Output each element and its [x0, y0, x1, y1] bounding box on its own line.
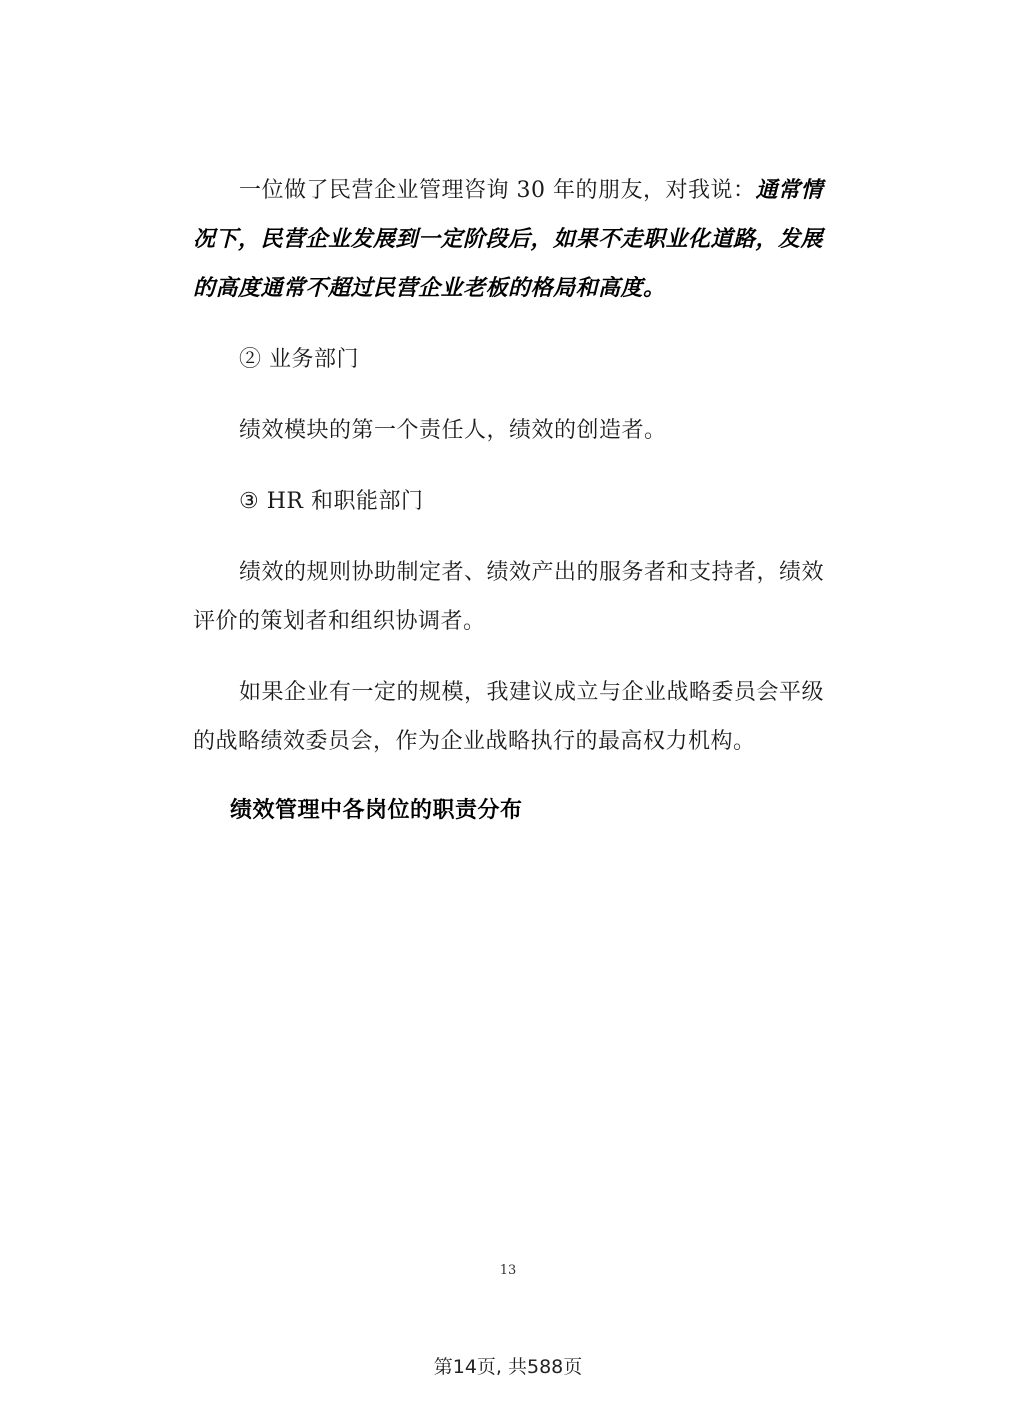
paragraph-hr-functional-department: 绩效的规则协助制定者、绩效产出的服务者和支持者，绩效评价的策划者和组织协调者。 — [193, 560, 825, 634]
paragraph-business-department: 绩效模块的第一个责任人，绩效的创造者。 — [239, 418, 667, 443]
paragraph-strategy-committee: 如果企业有一定的规模，我建议成立与企业战略委员会平级的战略绩效委员会，作为企业战略执行的最高权力机构。 — [193, 680, 825, 754]
page-indicator: 第14页, 共588页 — [433, 1356, 583, 1378]
quote-lead-text: 一位做了民营企业管理咨询 30 年的朋友，对我说： — [239, 178, 756, 203]
quote-emphasis-text: 通常情况下，民营企业发展到一定阶段后，如果不走职业化道路，发展的高度通常不超过民营企业老板的格局和高度。 — [193, 178, 824, 301]
list-item-hr-functional-department: ③ HR 和职能部门 — [239, 489, 424, 514]
list-item-business-department: ② 业务部门 — [239, 347, 359, 372]
page-number: 13 — [499, 1263, 517, 1278]
section-heading: 绩效管理中各岗位的职责分布 — [230, 798, 523, 823]
paragraph-consultant-quote — [193, 166, 833, 313]
